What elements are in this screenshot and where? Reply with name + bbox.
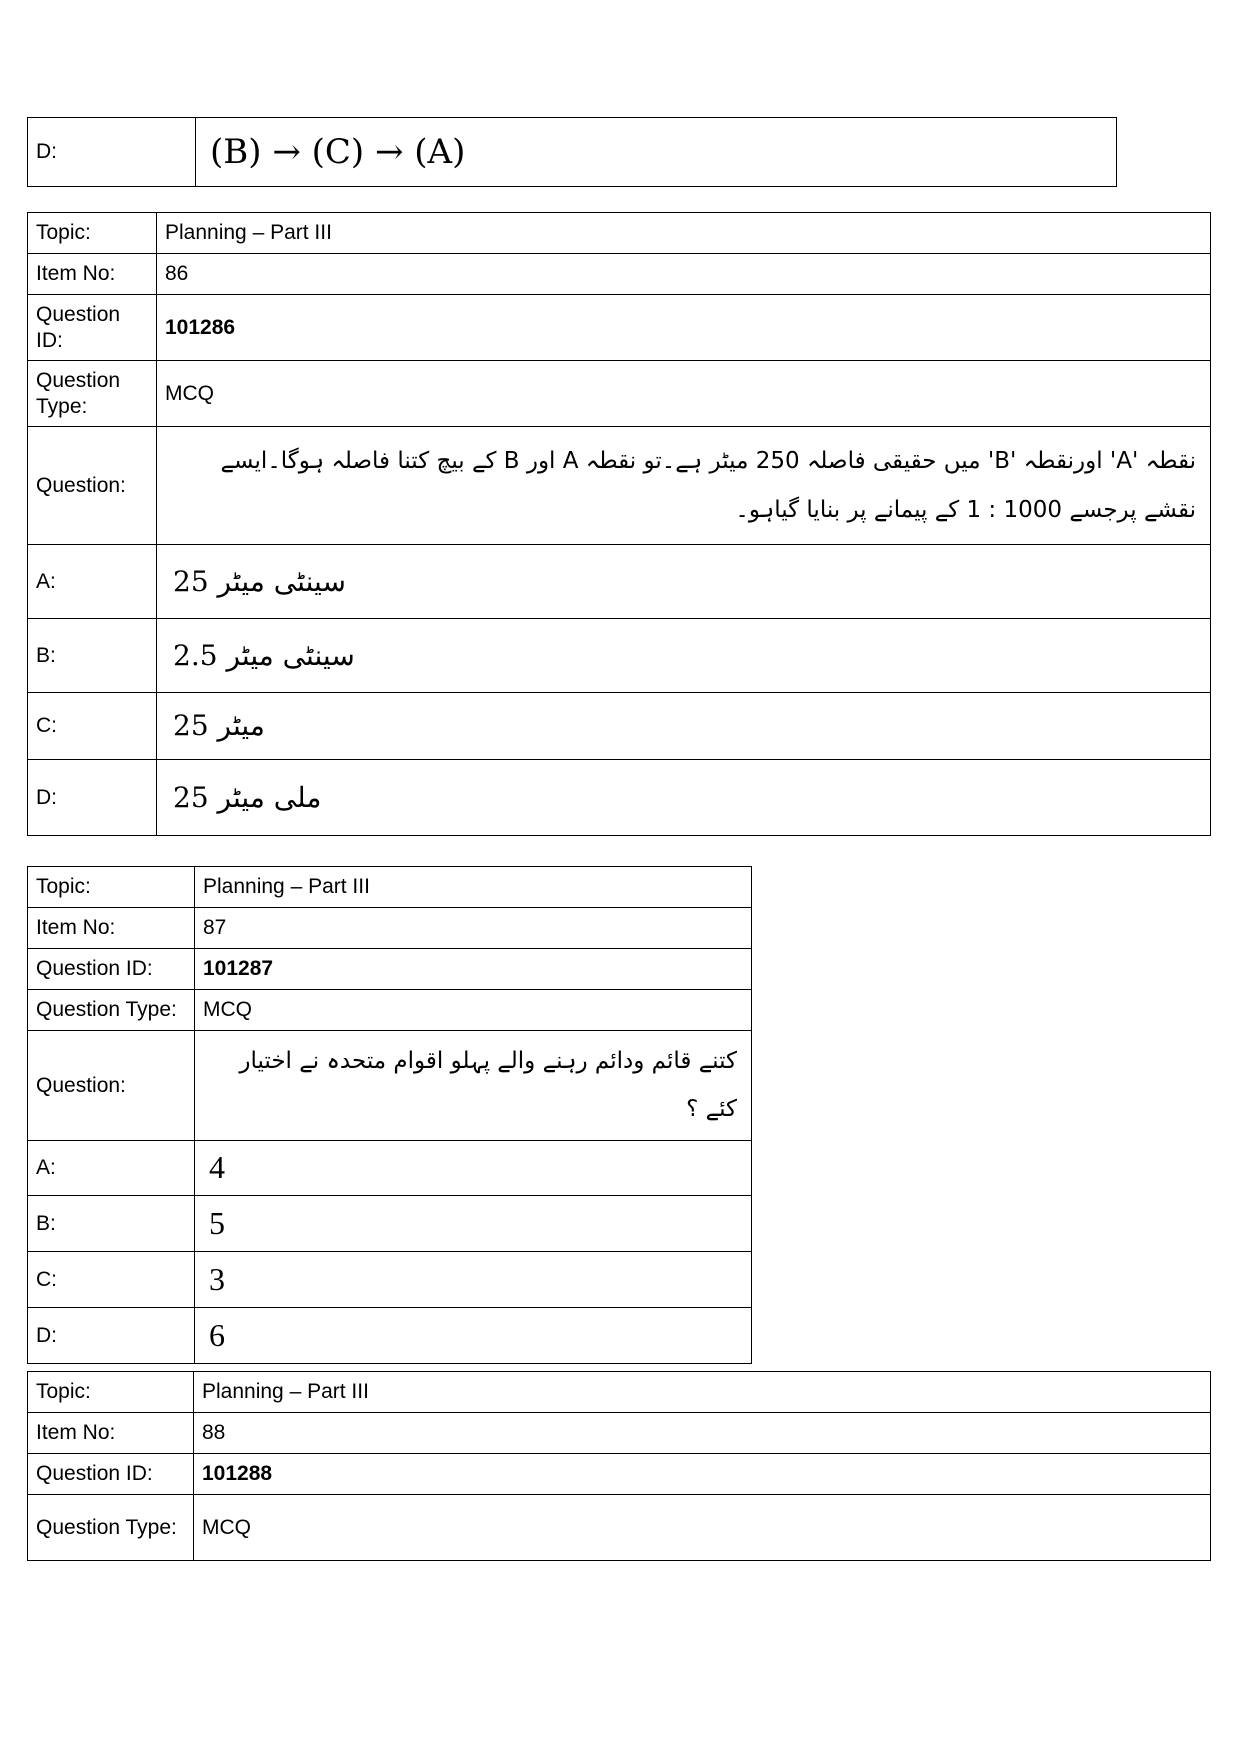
option-label: C: [28,693,157,760]
topic-value: Planning – Part III [194,1372,1211,1413]
item-label: Item No: [28,254,157,295]
question-id-value: 101287 [195,949,752,990]
question-type-value: MCQ [194,1495,1211,1561]
question-type-row [28,361,1211,427]
item-row [28,908,752,949]
question-table-88 [27,1371,1211,1561]
question-label: Question: [28,427,157,545]
question-type-value: MCQ [157,361,1211,427]
option-row [28,619,1211,693]
option-label: D: [28,760,157,836]
item-row [28,254,1211,295]
topic-row [28,1372,1211,1413]
previous-question-tail-table [27,117,1117,187]
option-row [28,1140,752,1195]
option-row [28,545,1211,619]
question-id-label: Question ID: [28,295,157,361]
question-type-label: Question Type: [28,361,157,427]
option-label: C: [28,1251,195,1307]
item-value: 87 [195,908,752,949]
question-label: Question: [28,1031,195,1141]
question-id-label: Question ID: [28,949,195,990]
question-type-label: Question Type: [28,1495,194,1561]
question-type-value: MCQ [195,990,752,1031]
question-id-row [28,949,752,990]
option-label: D: [28,118,196,187]
item-label: Item No: [28,1413,194,1454]
option-label: B: [28,619,157,693]
option-value: 25 سینٹی میٹر [157,545,1211,619]
item-row [28,1413,1211,1454]
option-row [28,760,1211,836]
question-id-value: 101288 [194,1454,1211,1495]
option-value: 25 ملی میٹر [157,760,1211,836]
option-label: B: [28,1195,195,1251]
option-value: 4 [195,1140,752,1195]
topic-value: Planning – Part III [195,867,752,908]
option-row [28,118,1117,187]
item-label: Item No: [28,908,195,949]
question-table-86 [27,212,1211,836]
question-id-row [28,295,1211,361]
question-text: نقطہ 'A' اورنقطہ 'B' میں حقیقی فاصلہ 250 میٹر ہے۔تو نقطہ A اور B کے بیچ کتنا فاصلہ ہوگا۔ایسے نقشے پرجسے 1000 : 1 کے پیمانے پر بنایا گیاہو۔ [157,427,1211,545]
topic-row [28,213,1211,254]
option-label: D: [28,1307,195,1363]
topic-label: Topic: [28,867,195,908]
topic-value: Planning – Part III [157,213,1211,254]
topic-label: Topic: [28,1372,194,1413]
question-text: کتنے قائم ودائم رہنے والے پہلو اقوام متحدہ نے اختیار کئے ؟ [195,1031,752,1141]
question-table-87 [27,866,752,1364]
option-row [28,1195,752,1251]
question-row [28,427,1211,545]
question-id-label: Question ID: [28,1454,194,1495]
question-id-row [28,1454,1211,1495]
option-row [28,1307,752,1363]
option-label: A: [28,545,157,619]
option-label: A: [28,1140,195,1195]
question-row [28,1031,752,1141]
question-type-row [28,990,752,1031]
question-id-value: 101286 [157,295,1211,361]
item-value: 88 [194,1413,1211,1454]
topic-row [28,867,752,908]
question-type-label: Question Type: [28,990,195,1031]
question-type-row [28,1495,1211,1561]
item-value: 86 [157,254,1211,295]
option-value: (B) → (C) → (A) [196,118,1117,187]
option-row [28,1251,752,1307]
option-value: 25 میٹر [157,693,1211,760]
option-row [28,693,1211,760]
option-value: 3 [195,1251,752,1307]
topic-label: Topic: [28,213,157,254]
option-value: 6 [195,1307,752,1363]
option-value: 5 [195,1195,752,1251]
option-value: 2.5 سینٹی میٹر [157,619,1211,693]
